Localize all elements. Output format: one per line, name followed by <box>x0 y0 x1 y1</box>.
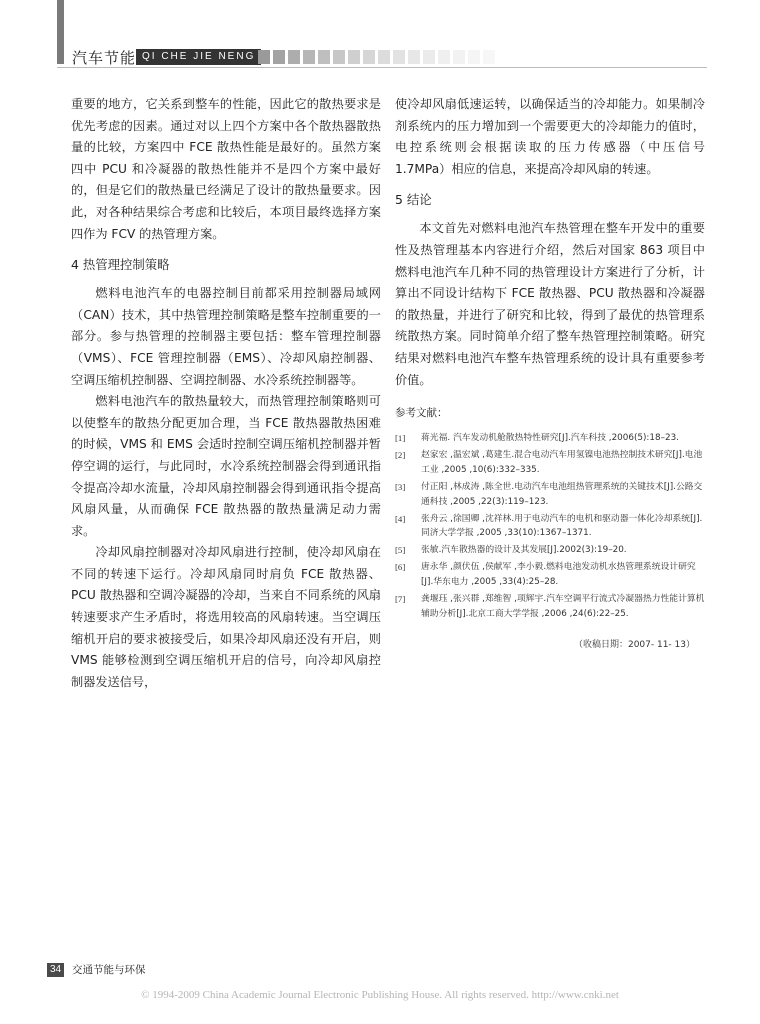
header-square <box>318 50 330 64</box>
references-title: 参考文献： <box>395 407 448 420</box>
header-square <box>348 50 360 64</box>
header-square <box>273 50 285 64</box>
header-square <box>468 50 480 64</box>
reference-text: 付正阳 ,林成涛 ,陈全世.电动汽车电池组热管理系统的关键技术[J].公路交通科技 ,2005 ,22(3):119–123. <box>421 481 703 507</box>
reference-number: [7] <box>395 594 406 605</box>
left-column <box>71 94 381 693</box>
page-number: 34 <box>47 963 64 977</box>
reference-text: 张敏.汽车散热器的设计及其发展[J].2002(3):19–20. <box>421 545 627 556</box>
reference-text: 蒋光福. 汽车发动机舱散热特性研究[J].汽车科技 ,2006(5):18–23. <box>421 433 679 444</box>
header-square <box>453 50 465 64</box>
reference-item <box>395 560 705 589</box>
header-square <box>483 50 495 64</box>
section-heading-4: 4 热管理控制策略 <box>71 257 170 273</box>
reference-item <box>395 448 705 477</box>
header-square <box>363 50 375 64</box>
reference-item <box>395 480 705 509</box>
journal-section-pinyin: QI CHE JIE NENG <box>136 49 261 65</box>
journal-section-title: 汽车节能 <box>72 49 137 67</box>
paragraph-can-controllers: 燃料电池汽车的电器控制目前都采用控制器局域网（CAN）技术，其中热管理控制策略是整车控制重要的一部分。参与热管理的控制器主要包括：整车管理控制器（VMS）、FCE 管理控制器（EMS）、冷却风扇控制器、空调压缩机控制器、空调控制器、水冷系统控制器等。 <box>71 286 381 387</box>
reference-item <box>395 592 705 621</box>
reference-text: 唐永华 ,颜伏伍 ,侯献军 ,李小毅.燃料电池发动机水热管理系统设计研究[J].华东电力 ,2005 ,33(4):25–28. <box>421 562 696 587</box>
reference-list <box>395 431 705 621</box>
copyright-notice: © 1994-2009 China Academic Journal Electronic Publishing House. All rights reserved. http://www.cnki.net <box>141 989 619 1001</box>
header-square <box>378 50 390 64</box>
header-square <box>288 50 300 64</box>
paragraph-heat-distribution: 燃料电池汽车的散热量较大，而热管理控制策略则可以使整车的散热分配更加合理，当 FCE 散热器散热困难的时候，VMS 和 EMS 会适时控制空调压缩机控制器并暂停空调的运行，与此同时，水冷系统控制器会得到通讯指令提高冷却水流量，冷却风扇控制器会得到通讯指令提高风扇风量，从而确保 FCE 散热器的散热量满足动力需求。 <box>71 394 381 538</box>
paragraph-scheme-conclusion: 重要的地方，它关系到整车的性能，因此它的散热要求是优先考虑的因素。通过对以上四个方案中各个散热器散热量的比较，方案四中 FCE 散热性能是最好的。虽然方案四中 PCU 和冷凝器的散热性能并不是四个方案中最好的，但是它们的散热量已经满足了设计的散热量要求。因此，对各种结果综合考虑和比较后，本项目最终选择方案四作为 FCV 的热管理方案。 <box>71 97 381 241</box>
reference-item <box>395 543 705 558</box>
paragraph-fan-low-speed: 使冷却风扇低速运转，以确保适当的冷却能力。如果制冷剂系统内的压力增加到一个需要更大的冷却能力的值时，电控系统则会根据读取的压力传感器（中压信号 1.7MPa）相应的信息，来提高冷却风扇的转速。 <box>395 97 705 176</box>
reference-item <box>395 512 705 541</box>
reference-number: [3] <box>395 481 406 492</box>
reference-number: [2] <box>395 450 406 461</box>
header-square <box>393 50 405 64</box>
header-accent-bar <box>57 0 64 64</box>
reference-text: 张舟云 ,徐国卿 ,沈祥林.用于电动汽车的电机和驱动器一体化冷却系统[J].同济大学学报 ,2005 ,33(10):1367–1371. <box>421 513 703 539</box>
reference-number: [6] <box>395 562 406 573</box>
section-heading-5: 5 结论 <box>395 192 432 208</box>
header-rule <box>57 67 707 68</box>
reference-text: 龚堰珏 ,张兴群 ,郑维智 ,项辉宇.汽车空调平行流式冷凝器热力性能计算机辅助分析[J].北京工商大学学报 ,2006 ,24(6):22–25. <box>421 594 705 619</box>
reference-number: [1] <box>395 433 406 444</box>
header-square <box>438 50 450 64</box>
right-column <box>395 94 705 652</box>
header-square <box>303 50 315 64</box>
reference-number: [5] <box>395 545 406 556</box>
header-square <box>408 50 420 64</box>
reference-number: [4] <box>395 513 406 524</box>
header-square <box>333 50 345 64</box>
header-square <box>258 50 270 64</box>
reference-text: 赵家宏 ,温宏斌 ,葛建生.混合电动汽车用氢镍电池热控制技术研究[J].电池工业 ,2005 ,10(6):332–335. <box>421 450 703 475</box>
journal-name: 交通节能与环保 <box>72 964 146 976</box>
reference-item <box>395 431 705 446</box>
header-square <box>423 50 435 64</box>
paragraph-fan-control: 冷却风扇控制器对冷却风扇进行控制，使冷却风扇在不同的转速下运行。冷却风扇同时肩负 FCE 散热器、PCU 散热器和空调冷凝器的冷却，当来自不同系统的风扇转速要求产生矛盾时，将选用较高的风扇转速。当空调压缩机开启的要求被接受后，如果冷却风扇还没有开启，则 VMS 能够检测到空调压缩机开启的信号，向冷却风扇控制器发送信号， <box>71 545 381 689</box>
paragraph-conclusion: 本文首先对燃料电池汽车热管理在整车开发中的重要性及热管理基本内容进行介绍，然后对国家 863 项目中燃料电池汽车几种不同的热管理设计方案进行了分析，计算出不同设计结构下 FCE 散热器、PCU 散热器和冷凝器的散热量，并进行了研究和比较，得到了最优的热管理系统散热方案。同时简单介绍了整车热管理控制策略。研究结果对燃料电池汽车整车热管理系统的设计具有重要参考价值。 <box>395 221 705 387</box>
received-date: （收稿日期：2007- 11- 13） <box>573 640 695 651</box>
